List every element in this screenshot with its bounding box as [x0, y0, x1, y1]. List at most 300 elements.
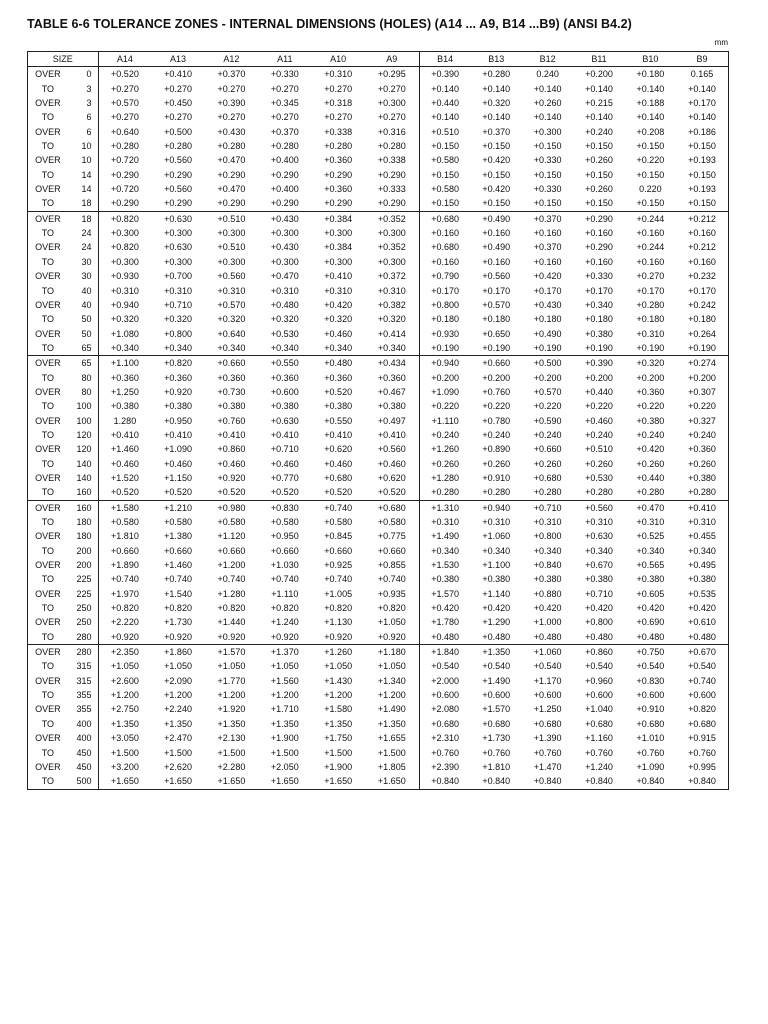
tolerance-cell-a14: +1.200	[98, 688, 151, 702]
tolerance-cell-a14: +1.520	[98, 471, 151, 485]
tolerance-cell-b13: +0.150	[482, 169, 511, 180]
tolerance-cell-b9: +0.212	[676, 211, 728, 226]
tolerance-cell-b12: +0.330	[533, 184, 562, 195]
tolerance-cell-a11: +0.740	[270, 574, 299, 585]
tolerance-cell-a9: +0.460	[377, 458, 406, 469]
tolerance-cell-b12: +1.170	[533, 675, 562, 686]
size-qualifier: OVER	[28, 529, 68, 543]
tolerance-cell-a14: +0.920	[98, 630, 151, 645]
tolerance-cell-b14: +1.780	[419, 615, 470, 629]
tolerance-cell-a9: +0.620	[377, 472, 406, 483]
table-row	[28, 82, 729, 96]
tolerance-cell-b9: +0.193	[676, 182, 728, 196]
tolerance-cell-b10: +0.260	[636, 458, 665, 469]
tolerance-cell-b11: +0.220	[585, 401, 613, 412]
table-row	[28, 760, 729, 774]
tolerance-cell-a14: +2.350	[98, 645, 151, 660]
tolerance-cell-a12: +1.200	[217, 560, 246, 571]
tolerance-cell-b12: 0.240	[536, 69, 559, 80]
tolerance-cell-a9: +1.200	[377, 690, 406, 701]
tolerance-cell-a11: +0.520	[258, 485, 311, 500]
size-value: 50	[81, 328, 92, 339]
tolerance-cell-b12: +0.500	[533, 358, 562, 369]
size-value: 500	[68, 774, 98, 789]
tolerance-cell-b11: +0.510	[585, 444, 613, 455]
tolerance-cell-b11: +0.140	[585, 112, 613, 123]
tolerance-cell-b10: +0.188	[636, 98, 665, 109]
tolerance-cell-a9: +0.467	[377, 386, 406, 397]
tolerance-cell-a14: +0.820	[98, 601, 151, 615]
tolerance-cell-a11: +0.950	[270, 531, 299, 542]
tolerance-cell-b10: +0.440	[636, 472, 665, 483]
tolerance-cell-a12: +0.730	[217, 386, 246, 397]
tolerance-cell-b12: +0.370	[533, 242, 562, 253]
tolerance-cell-b9: +0.160	[676, 226, 728, 240]
tolerance-cell-a13: +0.560	[164, 184, 192, 195]
table-row	[28, 515, 729, 529]
tolerance-cell-b10: +0.830	[636, 675, 665, 686]
column-header-b9: B9	[676, 52, 728, 67]
tolerance-cell-b14: +2.390	[419, 760, 470, 774]
tolerance-cell-a11: +1.030	[270, 560, 299, 571]
tolerance-cell-a14: +0.360	[98, 371, 151, 385]
tolerance-cell-b13: +0.380	[482, 574, 511, 585]
tolerance-cell-b10: +0.320	[636, 358, 665, 369]
size-value: 100	[76, 415, 92, 426]
tolerance-cell-b14: +1.110	[419, 414, 470, 428]
tolerance-cell-a13: +1.050	[164, 661, 192, 672]
tolerance-cell-b9: +0.307	[676, 385, 728, 399]
tolerance-cell-b13: +0.940	[482, 502, 511, 513]
tolerance-cell-b12: +0.760	[533, 747, 562, 758]
tolerance-cell-b14: +0.140	[419, 110, 470, 124]
tolerance-cell-a14: +3.050	[98, 731, 151, 745]
tolerance-cell-a13: +0.300	[164, 256, 192, 267]
size-qualifier: TO	[28, 630, 68, 645]
size-value: 6	[86, 112, 92, 123]
table-row	[28, 717, 729, 731]
size-value: 100	[76, 401, 92, 412]
tolerance-cell-b12: +0.260	[533, 458, 562, 469]
tolerance-cell-b13: +0.240	[482, 429, 511, 440]
table-row	[28, 139, 729, 153]
table-row	[28, 457, 729, 471]
tolerance-cell-b11: +1.240	[585, 761, 613, 772]
tolerance-cell-b12: +0.710	[533, 502, 562, 513]
table-row	[28, 327, 729, 341]
tolerance-cell-a10: +0.920	[312, 630, 365, 645]
size-value: 24	[81, 242, 92, 253]
tolerance-cell-b12: +0.340	[533, 545, 562, 556]
tolerance-cell-b9: +0.327	[676, 414, 728, 428]
tolerance-cell-a13: +0.800	[164, 328, 192, 339]
table-row	[28, 153, 729, 167]
tolerance-cell-b11: +0.290	[585, 213, 613, 224]
tolerance-cell-a9: +0.316	[377, 126, 406, 137]
tolerance-cell-b10: +0.150	[625, 196, 676, 211]
tolerance-cell-a11: +0.430	[270, 242, 299, 253]
size-qualifier: TO	[28, 196, 68, 211]
table-row	[28, 269, 729, 283]
tolerance-cell-a13: +0.700	[164, 271, 192, 282]
size-qualifier: OVER	[28, 211, 68, 226]
tolerance-cell-b9: +0.995	[676, 760, 728, 774]
size-value: 40	[81, 285, 92, 296]
tolerance-cell-b9: +0.170	[676, 284, 728, 298]
tolerance-cell-b10: +0.910	[636, 704, 665, 715]
tolerance-cell-b14: +0.680	[419, 240, 470, 254]
tolerance-cell-b11: +0.260	[585, 458, 613, 469]
tolerance-cell-b9: +0.190	[676, 341, 728, 356]
tolerance-cell-b9: +0.140	[676, 82, 728, 96]
tolerance-cell-a14: +1.810	[98, 529, 151, 543]
tolerance-cell-b11: +0.800	[585, 617, 613, 628]
size-value: 140	[76, 458, 92, 469]
tolerance-cell-b10: +0.150	[636, 169, 665, 180]
tolerance-cell-a10: +1.050	[324, 661, 353, 672]
size-qualifier: OVER	[28, 674, 68, 688]
tolerance-cell-a9: +1.050	[377, 661, 406, 672]
size-value: 160	[68, 485, 98, 500]
tolerance-cell-a13: +0.320	[164, 314, 192, 325]
tolerance-cell-a10: +0.310	[324, 285, 353, 296]
tolerance-cell-b10: +0.470	[636, 502, 665, 513]
size-qualifier: OVER	[28, 558, 68, 572]
tolerance-cell-b9: +0.380	[676, 572, 728, 586]
tolerance-cell-a12: +0.390	[217, 98, 246, 109]
size-qualifier: OVER	[28, 298, 68, 312]
tolerance-cell-b14: +2.080	[419, 702, 470, 716]
tolerance-cell-b9: +0.264	[676, 327, 728, 341]
tolerance-cell-a13: +1.090	[164, 444, 192, 455]
tolerance-cell-a10: +0.280	[324, 141, 353, 152]
tolerance-cell-b10: +0.244	[636, 213, 665, 224]
size-value: 80	[81, 386, 92, 397]
tolerance-cell-b14: +0.220	[419, 399, 470, 413]
table-row	[28, 125, 729, 139]
tolerance-cell-a14: +1.100	[98, 356, 151, 371]
tolerance-cell-b14: +1.490	[419, 529, 470, 543]
column-header-a12: A12	[205, 52, 258, 67]
tolerance-cell-a10: +0.320	[324, 314, 353, 325]
size-value: 18	[68, 196, 98, 211]
tolerance-cell-a11: +0.280	[270, 141, 299, 152]
tolerance-cell-a11: +0.660	[270, 545, 299, 556]
tolerance-cell-b12: +0.260	[533, 98, 562, 109]
table-row	[28, 587, 729, 601]
tolerance-cell-a10: +1.750	[324, 733, 353, 744]
tolerance-cell-a14: +0.340	[98, 341, 151, 356]
tolerance-cell-a12: +0.360	[217, 372, 246, 383]
size-qualifier: OVER	[28, 645, 68, 660]
tolerance-cell-a10: +1.500	[324, 747, 353, 758]
table-row	[28, 471, 729, 485]
tolerance-cell-a10: +0.360	[324, 372, 353, 383]
tolerance-cell-a14: +0.720	[98, 182, 151, 196]
column-header-b12: B12	[522, 52, 573, 67]
tolerance-cell-a11: +0.345	[270, 98, 299, 109]
tolerance-cell-b11: +0.680	[585, 718, 613, 729]
table-row	[28, 312, 729, 326]
tolerance-cell-b13: +0.340	[482, 545, 511, 556]
size-value: 180	[76, 531, 92, 542]
tolerance-cell-b10: +0.244	[636, 242, 665, 253]
size-value: 30	[81, 256, 92, 267]
tolerance-cell-b13: +1.140	[482, 588, 511, 599]
table-row	[28, 428, 729, 442]
tolerance-cell-b9: +0.180	[676, 312, 728, 326]
tolerance-cell-b10: 0.220	[639, 184, 662, 195]
tolerance-cell-a10: +1.200	[324, 690, 353, 701]
tolerance-cell-a11: +1.500	[270, 747, 299, 758]
size-value: 160	[76, 502, 92, 513]
tolerance-cell-a14: +1.890	[98, 558, 151, 572]
size-value: 450	[76, 747, 92, 758]
tolerance-cell-b10: +0.750	[636, 647, 665, 658]
size-value: 180	[76, 517, 92, 527]
unit-label: mm	[714, 38, 728, 47]
tolerance-cell-b11: +0.260	[585, 184, 613, 195]
tolerance-cell-a14: +1.250	[98, 385, 151, 399]
tolerance-cell-a12: +0.460	[217, 458, 246, 469]
tolerance-cell-b14: +1.280	[419, 471, 470, 485]
tolerance-cell-b11: +0.140	[585, 83, 613, 94]
size-qualifier: TO	[28, 82, 68, 96]
tolerance-cell-a10: +1.260	[324, 647, 353, 658]
tolerance-cell-a12: +0.520	[205, 485, 258, 500]
size-value: 400	[76, 733, 92, 744]
tolerance-cell-b12: +0.150	[522, 196, 573, 211]
tolerance-cell-a12: +1.200	[217, 690, 246, 701]
tolerance-cell-b10: +0.220	[636, 401, 665, 412]
tolerance-cell-a12: +0.760	[217, 415, 246, 426]
tolerance-cell-b9: +0.380	[676, 471, 728, 485]
tolerance-cell-a11: +0.920	[258, 630, 311, 645]
tolerance-cell-a11: +0.290	[270, 169, 299, 180]
tolerance-cell-b12: +1.250	[533, 704, 562, 715]
table-header	[28, 52, 729, 67]
tolerance-cell-b13: +0.420	[482, 603, 511, 614]
tolerance-cell-b13: +0.780	[482, 415, 511, 426]
table-row	[28, 485, 729, 500]
table-row	[28, 529, 729, 543]
tolerance-cell-a11: +0.270	[270, 112, 299, 123]
tolerance-table	[27, 51, 729, 790]
column-header-b10: B10	[625, 52, 676, 67]
tolerance-cell-a13: +1.380	[164, 531, 192, 542]
tolerance-cell-a13: +0.820	[164, 358, 192, 369]
tolerance-cell-a10: +0.340	[312, 341, 365, 356]
tolerance-cell-b11: +0.390	[585, 358, 613, 369]
tolerance-cell-a11: +0.340	[258, 341, 311, 356]
tolerance-cell-a12: +2.280	[217, 761, 246, 772]
tolerance-cell-a12: +0.920	[217, 472, 246, 483]
tolerance-cell-a13: +1.500	[164, 747, 192, 758]
tolerance-cell-b13: +0.150	[471, 196, 522, 211]
tolerance-cell-a9: +0.740	[377, 574, 406, 585]
table-row	[28, 674, 729, 688]
tolerance-cell-a10: +0.580	[324, 517, 353, 527]
tolerance-cell-b14: +0.790	[419, 269, 470, 283]
tolerance-cell-b12: +1.390	[533, 733, 562, 744]
tolerance-cell-b13: +0.280	[471, 485, 522, 500]
size-value: 225	[76, 574, 92, 585]
size-qualifier: OVER	[28, 269, 68, 283]
tolerance-cell-b11: +0.330	[585, 271, 613, 282]
tolerance-cell-b9: +0.840	[676, 774, 728, 789]
tolerance-cell-a11: +0.310	[270, 285, 299, 296]
size-value: 120	[76, 444, 92, 455]
tolerance-cell-b13: +0.490	[482, 213, 511, 224]
column-header-a10: A10	[312, 52, 365, 67]
tolerance-cell-a9: +1.500	[377, 747, 406, 758]
size-qualifier: TO	[28, 485, 68, 500]
tolerance-cell-b9: +0.170	[676, 96, 728, 110]
tolerance-cell-a9: +0.414	[377, 328, 406, 339]
tolerance-cell-a10: +0.290	[324, 169, 353, 180]
tolerance-cell-b14: +0.440	[419, 96, 470, 110]
tolerance-cell-b10: +0.200	[636, 372, 665, 383]
tolerance-cell-a9: +0.372	[377, 271, 406, 282]
tolerance-cell-a13: +0.270	[164, 112, 192, 123]
tolerance-cell-b13: +0.280	[482, 69, 511, 80]
tolerance-cell-a11: +0.770	[270, 472, 299, 483]
size-value: 14	[81, 184, 92, 195]
tolerance-cell-b9: +0.186	[676, 125, 728, 139]
tolerance-cell-b11: +0.150	[573, 196, 624, 211]
tolerance-cell-a13: +0.630	[164, 242, 192, 253]
tolerance-cell-b10: +0.150	[636, 141, 665, 152]
tolerance-cell-b14: +0.420	[419, 601, 470, 615]
tolerance-cell-b12: +0.180	[533, 314, 562, 325]
table-row	[28, 615, 729, 629]
tolerance-cell-a13: +0.310	[164, 285, 192, 296]
tolerance-cell-a13: +0.450	[164, 98, 192, 109]
tolerance-cell-a13: +0.290	[151, 196, 204, 211]
tolerance-cell-b10: +0.140	[636, 83, 665, 94]
tolerance-cell-a14: +0.740	[98, 572, 151, 586]
tolerance-cell-b10: +0.680	[636, 718, 665, 729]
tolerance-cell-b14: +0.310	[419, 515, 470, 529]
tolerance-cell-b12: +0.280	[522, 485, 573, 500]
tolerance-cell-a9: +0.497	[377, 415, 406, 426]
table-row	[28, 746, 729, 760]
size-value: 280	[76, 647, 92, 658]
tolerance-cell-b10: +0.310	[636, 328, 665, 339]
tolerance-cell-a10: +0.410	[324, 271, 353, 282]
tolerance-cell-b13: +0.680	[482, 718, 511, 729]
tolerance-cell-a13: +1.150	[164, 472, 192, 483]
tolerance-cell-a11: +0.430	[270, 213, 299, 224]
tolerance-cell-a12: +2.130	[217, 733, 246, 744]
tolerance-cell-b11: +0.290	[585, 242, 613, 253]
tolerance-cell-b13: +0.160	[482, 256, 511, 267]
tolerance-cell-a11: +1.650	[258, 774, 311, 789]
tolerance-cell-a9: +0.295	[377, 69, 406, 80]
tolerance-cell-a12: +0.470	[217, 155, 246, 166]
tolerance-cell-b11: +0.530	[585, 472, 613, 483]
tolerance-cell-a14: +0.380	[98, 399, 151, 413]
size-qualifier: OVER	[28, 96, 68, 110]
tolerance-cell-b14: +0.150	[419, 139, 470, 153]
tolerance-cell-b10: +0.380	[636, 574, 665, 585]
size-qualifier: TO	[28, 341, 68, 356]
size-value: 3	[86, 83, 92, 94]
tolerance-cell-a14: +2.600	[98, 674, 151, 688]
tolerance-cell-b14: +0.760	[419, 746, 470, 760]
tolerance-cell-b14: +0.140	[419, 82, 470, 96]
tolerance-cell-b9: +0.200	[676, 371, 728, 385]
tolerance-cell-a12: +1.770	[217, 675, 246, 686]
tolerance-cell-a10: +0.338	[324, 126, 353, 137]
tolerance-cell-b14: +0.160	[419, 255, 470, 269]
tolerance-cell-a10: +0.360	[324, 155, 353, 166]
tolerance-cell-b12: +0.140	[533, 83, 562, 94]
tolerance-cell-a12: +0.300	[217, 228, 246, 239]
tolerance-cell-a10: +1.430	[324, 675, 353, 686]
size-value: 0	[86, 69, 92, 80]
tolerance-cell-b10: +0.208	[636, 126, 665, 137]
tolerance-cell-a14: +0.820	[98, 211, 151, 226]
size-qualifier: TO	[28, 457, 68, 471]
tolerance-cell-a12: +0.920	[205, 630, 258, 645]
tolerance-cell-b14: +1.260	[419, 442, 470, 456]
tolerance-cell-a12: +0.300	[217, 256, 246, 267]
tolerance-cell-b11: +0.600	[585, 690, 613, 701]
tolerance-cell-a9: +0.270	[377, 83, 406, 94]
tolerance-cell-b12: +0.680	[533, 718, 562, 729]
tolerance-cell-a11: +0.550	[270, 358, 299, 369]
tolerance-cell-a11: +0.410	[270, 429, 299, 440]
tolerance-cell-a14: +0.290	[98, 196, 151, 211]
tolerance-cell-a11: +1.240	[270, 617, 299, 628]
tolerance-cell-a13: +0.520	[151, 485, 204, 500]
tolerance-cell-a12: +0.470	[217, 184, 246, 195]
table-row	[28, 442, 729, 456]
tolerance-cell-a12: +0.510	[217, 213, 246, 224]
tolerance-cell-a9: +0.300	[377, 256, 406, 267]
tolerance-cell-a11: +1.110	[271, 588, 299, 599]
tolerance-cell-a9: +0.338	[377, 155, 406, 166]
tolerance-cell-b11: +0.960	[585, 675, 613, 686]
tolerance-cell-b13: +1.100	[482, 560, 511, 571]
tolerance-cell-b13: +0.150	[482, 141, 511, 152]
tolerance-cell-b9: +0.242	[676, 298, 728, 312]
tolerance-cell-b10: +0.760	[636, 747, 665, 758]
size-value: 120	[76, 429, 92, 440]
tolerance-cell-a10: +0.270	[324, 83, 353, 94]
tolerance-cell-b11: +0.560	[585, 502, 613, 513]
tolerance-cell-a9: +0.360	[377, 372, 406, 383]
tolerance-cell-b11: +0.240	[585, 126, 613, 137]
tolerance-cell-b9: +0.760	[676, 746, 728, 760]
size-qualifier: OVER	[28, 182, 68, 196]
column-header-b13: B13	[471, 52, 522, 67]
size-qualifier: TO	[28, 428, 68, 442]
tolerance-cell-b9: +0.160	[676, 255, 728, 269]
tolerance-cell-a10: +1.350	[324, 718, 353, 729]
tolerance-cell-b13: +0.570	[482, 299, 511, 310]
tolerance-cell-b11: +0.215	[585, 98, 613, 109]
tolerance-cell-b13: +0.600	[482, 690, 511, 701]
tolerance-cell-a12: +1.650	[205, 774, 258, 789]
tolerance-cell-b10: +0.605	[636, 588, 665, 599]
tolerance-cell-b14: +1.530	[419, 558, 470, 572]
column-header-a11: A11	[258, 52, 311, 67]
tolerance-cell-a12: +0.570	[217, 299, 246, 310]
size-value: 3	[86, 98, 92, 109]
size-value: 250	[76, 617, 92, 628]
